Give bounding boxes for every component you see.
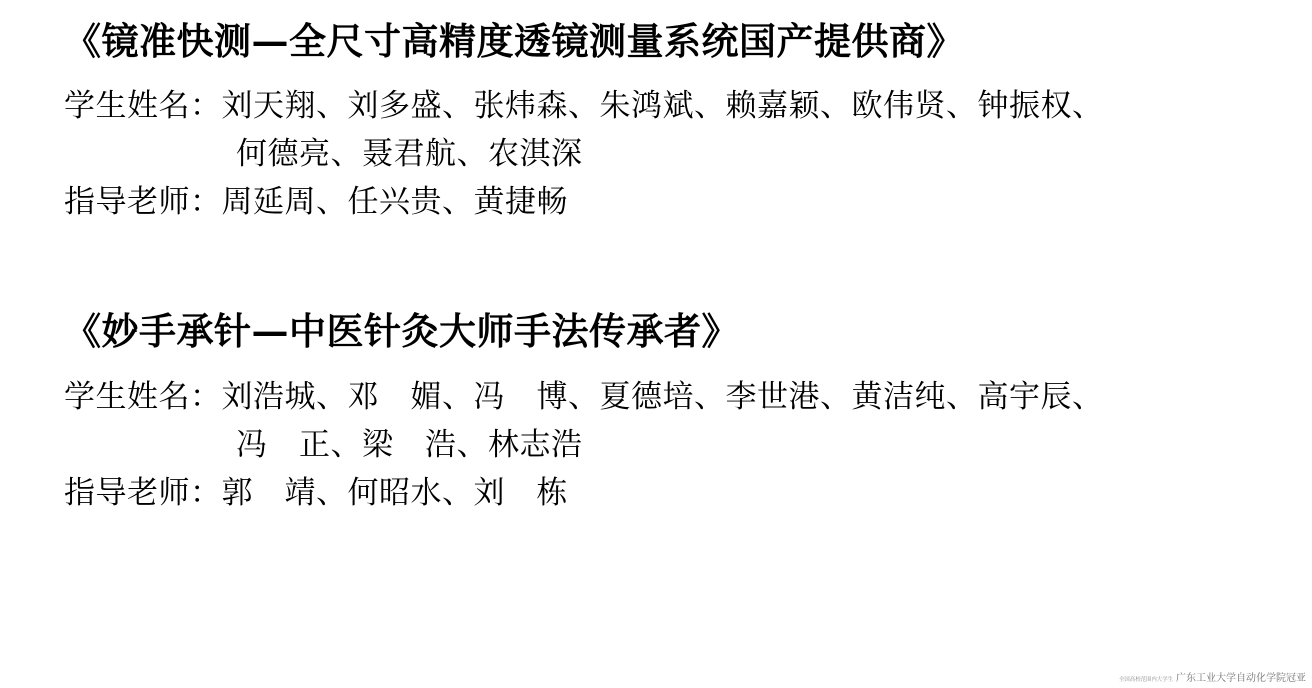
project-section-2: [0, 308, 1312, 516]
section-title: 《妙手承针—中医针灸大师手法传承者》: [64, 309, 739, 354]
teachers-line: [64, 469, 1312, 517]
teachers-label: 指导老师：: [64, 184, 222, 221]
project-section-1: [0, 18, 1312, 226]
students-label: 学生姓名：: [64, 378, 222, 415]
students-line-continued: [64, 130, 1312, 178]
section-body: [0, 373, 1312, 517]
students-line: [64, 82, 1312, 130]
teachers-line: [64, 178, 1312, 226]
students-line: [64, 373, 1312, 421]
teachers-label: 指导老师：: [64, 474, 222, 511]
footer-small-text: 广东工业大学自动化学院冠亚: [1176, 673, 1306, 684]
students-names-line-1: 刘浩城、邓 媚、冯 博、夏德培、李世港、黄洁纯、高宇辰、: [221, 378, 1104, 415]
students-names-line-1: 刘天翔、刘多盛、张炜森、朱鸿斌、赖嘉颖、欧伟贤、钟振权、: [221, 88, 1104, 125]
teachers-names-line-1: 郭 靖、何昭水、刘 栋: [221, 474, 568, 511]
slide-footer: [1113, 666, 1306, 685]
teachers-names-line-1: 周延周、任兴贵、黄捷畅: [221, 184, 568, 221]
footer-tiny-text: 全国高校范围内大学生: [1118, 676, 1173, 683]
section-body: [0, 82, 1312, 226]
section-title: 《镜准快测—全尺寸高精度透镜测量系统国产提供商》: [64, 19, 964, 63]
students-names-line-2: 何德亮、聂君航、农淇深: [236, 136, 583, 173]
students-names-line-2: 冯 正、梁 浩、林志浩: [236, 426, 583, 463]
students-label: 学生姓名：: [64, 88, 222, 125]
students-line-continued: [64, 421, 1312, 469]
